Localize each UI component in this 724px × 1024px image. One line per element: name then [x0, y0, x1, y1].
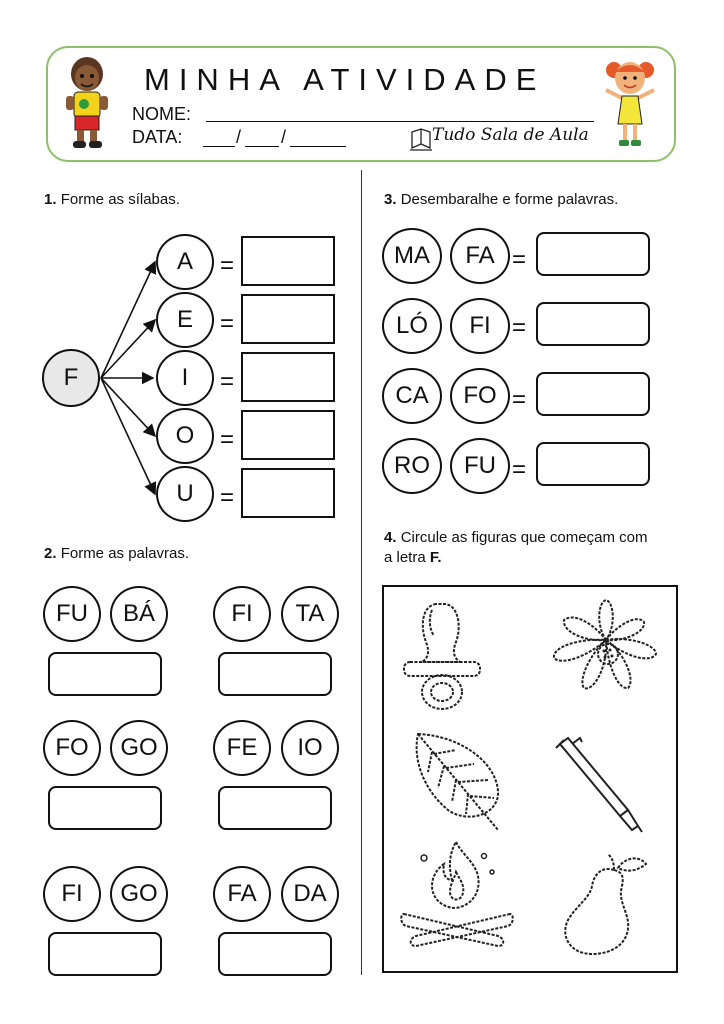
flower-icon[interactable]: [546, 596, 666, 708]
syllable-circle: FU: [450, 438, 510, 494]
q4-title: [384, 528, 647, 568]
syllable-answer-box[interactable]: [241, 410, 335, 460]
syllable-circle: FE: [213, 720, 271, 776]
vowel-circle: O: [156, 408, 214, 464]
word-answer-box[interactable]: [218, 932, 332, 976]
name-label: NOME:: [132, 104, 192, 124]
equals-sign: =: [220, 252, 235, 279]
syllable-answer-box[interactable]: [241, 294, 335, 344]
q4-letter: F.: [429, 549, 442, 566]
syllable-circle: CA: [382, 368, 442, 424]
vowel-circle: E: [156, 292, 214, 348]
date-separator: /: [281, 127, 287, 147]
q4-text-line2: a letra: [384, 549, 430, 566]
equals-sign: =: [220, 426, 235, 453]
leaf-icon[interactable]: [404, 726, 508, 834]
word-answer-box[interactable]: [48, 786, 162, 830]
equals-sign: =: [512, 246, 527, 273]
girl-icon: [600, 56, 660, 152]
pacifier-icon[interactable]: [398, 596, 490, 712]
book-icon: [410, 128, 432, 152]
word-answer-box[interactable]: [218, 786, 332, 830]
q3-number: 3.: [384, 191, 397, 208]
syllable-circle: MA: [382, 228, 442, 284]
syllable-circle: FO: [450, 368, 510, 424]
syllable-circle: FO: [43, 720, 101, 776]
word-answer-box[interactable]: [218, 652, 332, 696]
syllable-circle: FA: [450, 228, 510, 284]
vowel-circle: A: [156, 234, 214, 290]
q4-number: 4.: [384, 529, 397, 546]
syllable-circle: FA: [213, 866, 271, 922]
q1-number: 1.: [44, 191, 57, 208]
word-answer-box[interactable]: [536, 442, 650, 486]
word-answer-box[interactable]: [536, 302, 650, 346]
word-answer-box[interactable]: [48, 932, 162, 976]
bonfire-icon[interactable]: [398, 836, 516, 950]
word-answer-box[interactable]: [536, 372, 650, 416]
syllable-circle: FI: [450, 298, 510, 354]
q2-number: 2.: [44, 545, 57, 562]
date-separator: /: [236, 127, 242, 147]
pear-icon[interactable]: [556, 852, 652, 958]
vowel-circle: I: [156, 350, 214, 406]
equals-sign: =: [512, 314, 527, 341]
q3-title: [384, 191, 618, 208]
syllable-circle: FI: [43, 866, 101, 922]
syllable-circle: GO: [110, 866, 168, 922]
syllable-circle: FI: [213, 586, 271, 642]
syllable-circle: GO: [110, 720, 168, 776]
q2-text: Forme as palavras.: [60, 545, 190, 562]
syllable-circle: BÁ: [110, 586, 168, 642]
equals-sign: =: [220, 310, 235, 337]
word-answer-box[interactable]: [536, 232, 650, 276]
syllable-circle: LÓ: [382, 298, 442, 354]
equals-sign: =: [512, 456, 527, 483]
page-title: MINHA ATIVIDADE: [144, 62, 546, 97]
q1-text: Forme as sílabas.: [60, 191, 180, 208]
syllable-circle: DA: [281, 866, 339, 922]
syllable-circle: IO: [281, 720, 339, 776]
brand-logo-text: Tudo Sala de Aula: [432, 125, 589, 145]
vowel-circle: U: [156, 466, 214, 522]
equals-sign: =: [220, 368, 235, 395]
pen-icon[interactable]: [552, 734, 648, 834]
syllable-answer-box[interactable]: [241, 352, 335, 402]
syllable-circle: FU: [43, 586, 101, 642]
syllable-answer-box[interactable]: [241, 468, 335, 518]
equals-sign: =: [512, 386, 527, 413]
word-answer-box[interactable]: [48, 652, 162, 696]
syllable-answer-box[interactable]: [241, 236, 335, 286]
source-letter-circle: F: [42, 349, 100, 407]
syllable-circle: RO: [382, 438, 442, 494]
q3-text: Desembaralhe e forme palavras.: [400, 191, 619, 208]
equals-sign: =: [220, 484, 235, 511]
q4-text-line1: Circule as figuras que começam com: [400, 529, 648, 546]
date-label: DATA:: [132, 127, 183, 147]
q2-title: [44, 545, 189, 562]
syllable-circle: TA: [281, 586, 339, 642]
